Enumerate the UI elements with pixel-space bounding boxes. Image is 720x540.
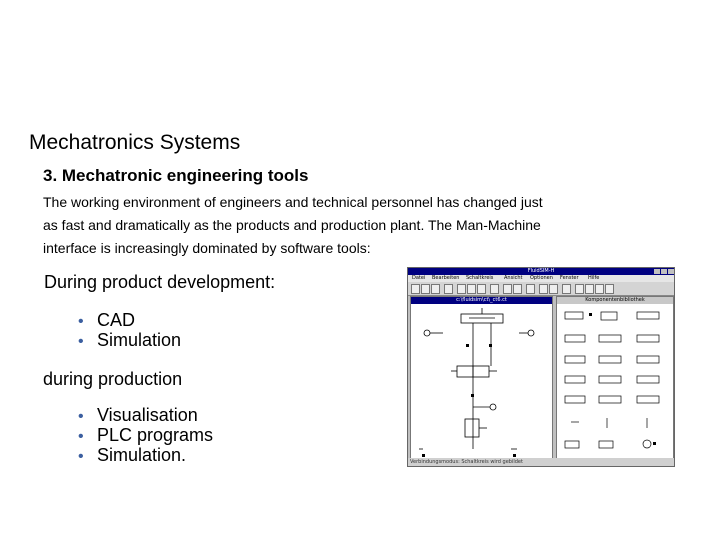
production-list (78, 406, 213, 466)
step-icon (605, 284, 614, 294)
bullet-icon: • (78, 313, 84, 330)
list-item (78, 426, 213, 446)
sensor-left-symbol (424, 330, 430, 336)
pressure-gauge-symbol (490, 404, 496, 410)
sensor-right-symbol (528, 330, 534, 336)
menu-item: Ansicht (504, 275, 523, 281)
zoom-out-icon (513, 284, 522, 294)
library-window-title: Komponentenbibliothek (557, 297, 673, 304)
app-menubar (408, 275, 674, 282)
menu-item: Datei (412, 275, 426, 281)
list-item-label: Simulation (97, 330, 182, 350)
bullet-icon: • (78, 448, 84, 465)
check-icon (562, 284, 571, 294)
open-file-icon (421, 284, 430, 294)
valve-symbol (457, 366, 473, 377)
list-item (78, 331, 181, 351)
print-icon (444, 284, 453, 294)
cut-icon (457, 284, 466, 294)
grid-icon (526, 284, 535, 294)
list-item (78, 446, 213, 466)
cylinder-symbol (461, 314, 503, 323)
relief-valve-symbol (465, 419, 479, 437)
play-icon (585, 284, 594, 294)
app-title: FluidSIM-H (527, 268, 555, 274)
align-left-icon (539, 284, 548, 294)
list-item (78, 311, 181, 331)
intro-line-1: The working environment of engineers and technical personnel has changed just (43, 194, 543, 210)
status-bar: Verbindungsmodus: Schaltkreis wird gebildet (408, 458, 675, 466)
zoom-in-icon (503, 284, 512, 294)
menu-item: Schaltkreis (466, 275, 494, 281)
intro-line-2: as fast and dramatically as the products and production plant. The Man-Machine (43, 217, 541, 233)
save-icon (431, 284, 440, 294)
menu-item: Fenster (560, 275, 579, 281)
pause-icon (595, 284, 604, 294)
align-right-icon (549, 284, 558, 294)
production-heading: during production (43, 369, 183, 389)
circuit-window (410, 296, 553, 460)
bullet-icon: • (78, 333, 84, 350)
copy-icon (467, 284, 476, 294)
list-item-label: PLC programs (97, 425, 214, 445)
maximize-icon (661, 269, 667, 274)
menu-item: Hilfe (588, 275, 600, 281)
close-icon (668, 269, 674, 274)
paste-icon (477, 284, 486, 294)
list-item-label: Simulation. (97, 445, 187, 465)
bullet-icon: • (78, 428, 84, 445)
list-item-label: CAD (97, 310, 136, 330)
component-library-grid (557, 304, 673, 459)
intro-line-3: interface is increasingly dominated by software tools: (43, 240, 371, 256)
app-toolbar (408, 282, 674, 296)
list-item (78, 406, 213, 426)
app-titlebar (408, 268, 674, 275)
list-item-label: Visualisation (97, 405, 198, 425)
section-heading: 3. Mechatronic engineering tools (43, 166, 309, 185)
minimize-icon (654, 269, 660, 274)
undo-icon (490, 284, 499, 294)
circuit-diagram (411, 304, 552, 459)
bullet-icon: • (78, 408, 84, 425)
fluidsim-screenshot (407, 267, 675, 467)
menu-item: Optionen (530, 275, 553, 281)
slide-title: Mechatronics Systems (29, 131, 241, 154)
stop-icon (575, 284, 584, 294)
menu-item: Bearbeiten (432, 275, 460, 281)
new-file-icon (411, 284, 420, 294)
library-window (556, 296, 674, 460)
development-heading: During product development: (44, 272, 276, 292)
development-list (78, 311, 181, 351)
circuit-window-title: c:\fluidsim\ct\_ct6.ct (411, 297, 552, 304)
